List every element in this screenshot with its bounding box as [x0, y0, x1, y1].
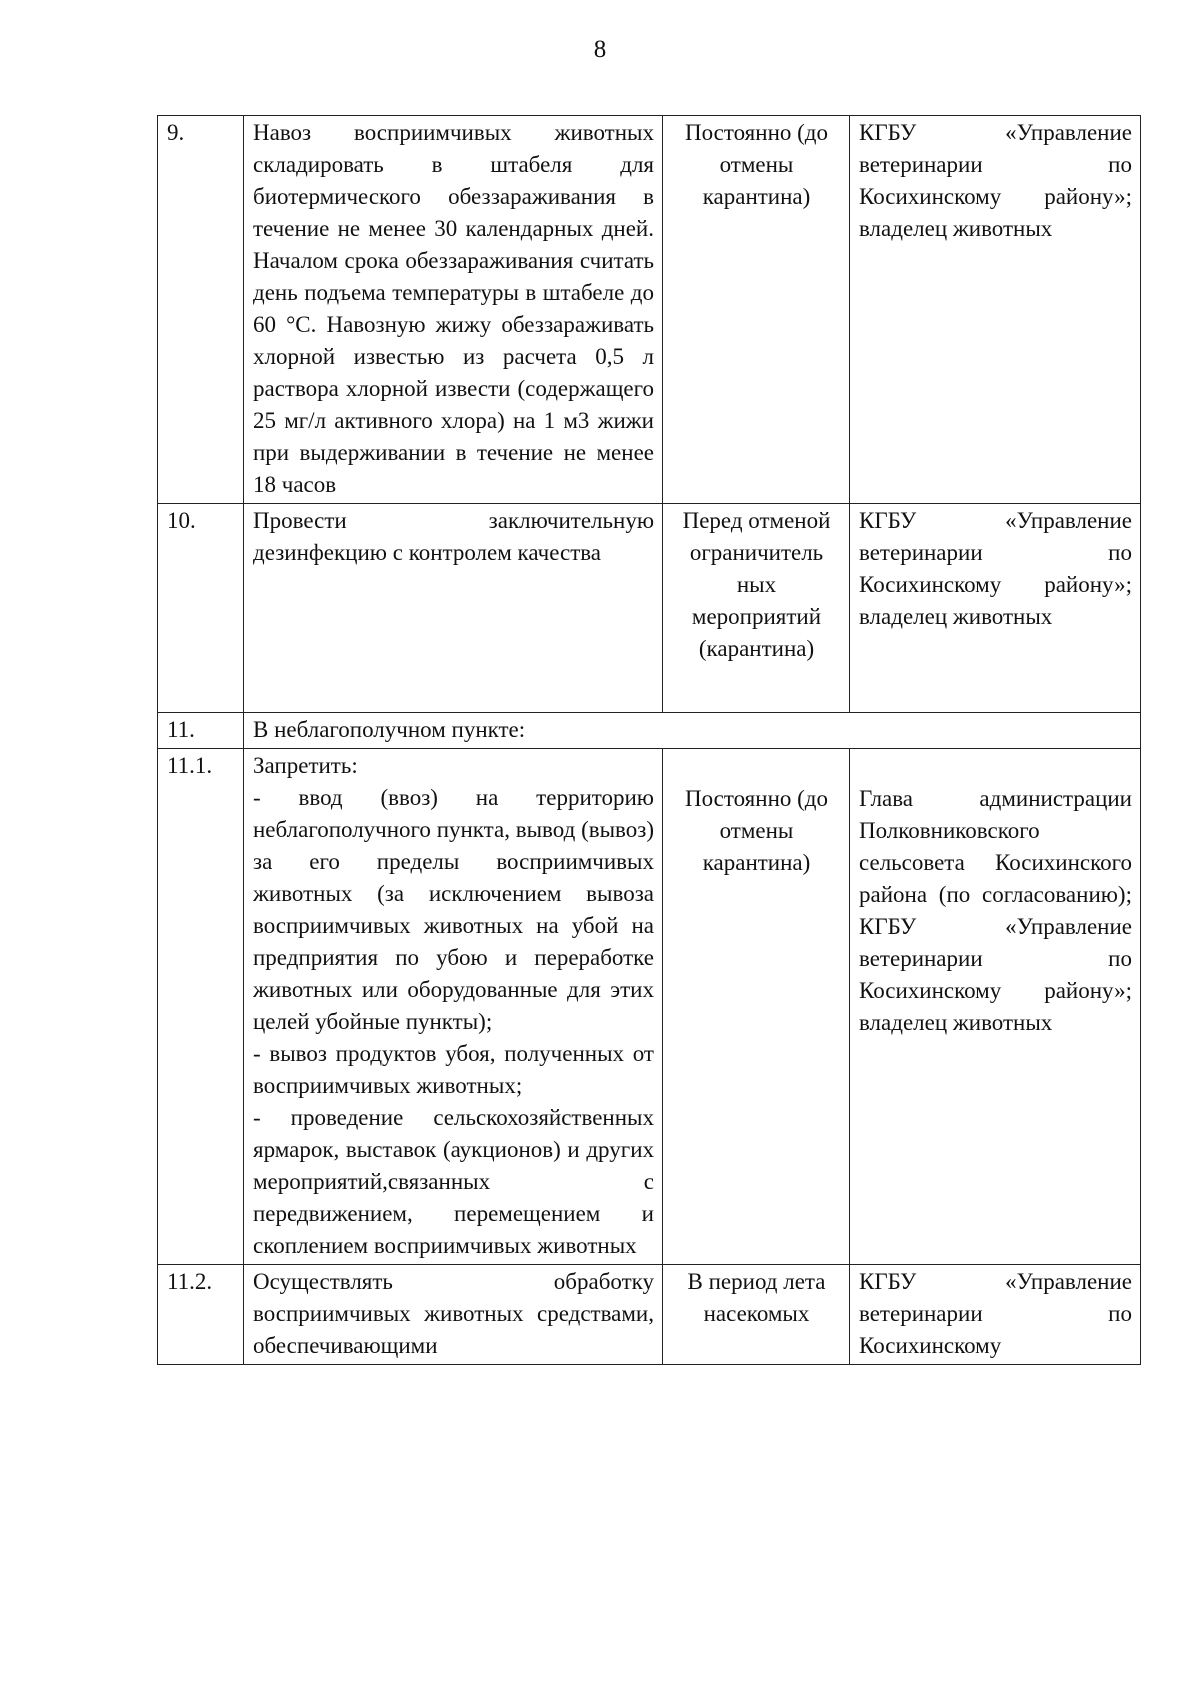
section-heading: В неблагополучном пункте:: [244, 713, 1141, 749]
row-number: 11.2.: [158, 1265, 244, 1365]
row-number: 10.: [158, 504, 244, 713]
responsible-text: КГБУ «Управление ветеринарии по Косихинскому району»; владелец животных: [850, 116, 1141, 504]
term-text: Постоянно (до отмены карантина): [663, 116, 850, 504]
measure-text: Провести заключительную дезинфекцию с контролем качества: [244, 504, 663, 713]
row-number: 9.: [158, 116, 244, 504]
table-row: [158, 504, 1141, 713]
page-number: 8: [593, 36, 607, 63]
responsible-text: КГБУ «Управление ветеринарии по Косихинскому: [850, 1265, 1141, 1365]
table-row: [158, 713, 1141, 749]
measure-text: Навоз восприимчивых животных складировать в штабеля для биотермического обеззараживания в течение не менее 30 календарных дней. Началом срока обеззараживания считать день подъема температуры в штабеле до 60 °С. Навозную жижу обеззараживать хлорной известью из расчета 0,5 л раствора хлорной извести (содержащего 25 мг/л активного хлора) на 1 м3 жижи при выдерживании в течение не менее 18 часов: [244, 116, 663, 504]
measure-text: Осуществлять обработку восприимчивых животных средствами, обеспечивающими: [244, 1265, 663, 1365]
row-number: 11.: [158, 713, 244, 749]
measures-table: [157, 115, 1141, 1365]
row-number: 11.1.: [158, 749, 244, 1265]
term-text: Постоянно (до отмены карантина): [663, 749, 850, 1265]
measure-text: Запретить: - ввод (ввоз) на территорию неблагополучного пункта, вывод (вывоз) за его пределы восприимчивых животных (за исключением вывоза восприимчивых животных на убой на предприятия по убою и переработке животных или оборудованные для этих целей убойные пункты); - вывоз продуктов убоя, полученных от восприимчивых животных; - проведение сельскохозяйственных ярмарок, выставок (аукционов) и других мероприятий,связанных с передвижением, перемещением и скоплением восприимчивых животных: [244, 749, 663, 1265]
term-text: Перед отменой ограничитель ных мероприятий (карантина): [663, 504, 850, 713]
responsible-text: КГБУ «Управление ветеринарии по Косихинскому району»; владелец животных: [850, 504, 1141, 713]
table-row: [158, 116, 1141, 504]
responsible-text: Глава администрации Полковниковского сельсовета Косихинского района (по согласованию); КГБУ «Управление ветеринарии по Косихинскому району»; владелец животных: [850, 749, 1141, 1265]
term-text: В период лета насекомых: [663, 1265, 850, 1365]
table-row: [158, 749, 1141, 1265]
table-row: [158, 1265, 1141, 1365]
